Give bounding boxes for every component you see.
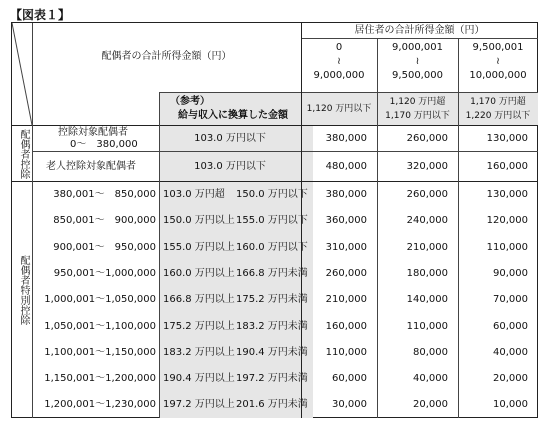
grid-line — [159, 92, 538, 93]
special-row-6-salary-from: 175.2 万円以上 — [163, 320, 235, 332]
special-row-9-range: 1,200,001～1,230,000 — [44, 399, 156, 411]
special-row-3-value-1: 310,000 — [325, 241, 367, 253]
range-2-bottom: 9,500,000 — [392, 70, 443, 81]
special-row-6-value-2: 110,000 — [406, 320, 448, 332]
special-row-1-value-1: 380,000 — [325, 189, 367, 200]
special-row-5-salary-to: 175.2 万円未満 — [236, 294, 308, 306]
salary-threshold-3-line2: 1,220 万円以下 — [465, 111, 531, 121]
special-row-1-salary-to: 150.0 万円以下 — [236, 189, 308, 200]
grid-line — [12, 181, 538, 182]
special-row-8-range: 1,150,001～1,200,000 — [44, 373, 156, 385]
deduction-row-1-label: 控除対象配偶者 — [58, 127, 128, 138]
special-row-6-value-1: 160,000 — [325, 320, 367, 332]
special-row-4-salary-to: 166.8 万円未満 — [236, 267, 308, 279]
grid-line — [377, 38, 378, 418]
grid-line — [12, 125, 538, 126]
spouse-income-header: 配偶者の合計所得金額（円） — [101, 51, 232, 62]
special-row-7-salary-from: 183.2 万円以上 — [163, 346, 235, 358]
special-row-3-range: 900,001～ 950,000 — [53, 241, 156, 253]
special-row-4-range: 950,001～1,000,000 — [53, 267, 156, 279]
special-row-8-value-2: 40,000 — [413, 373, 448, 385]
deduction-row-2-value-2: 320,000 — [406, 161, 448, 172]
salary-note-line2: 給与収入に換算した金額 — [178, 110, 288, 121]
group-label-spouse-deduction: 配偶者控除 — [18, 129, 29, 179]
special-row-4-value-3: 90,000 — [493, 267, 528, 279]
deduction-row-1-salary: 103.0 万円以下 — [194, 133, 266, 144]
special-row-3-value-2: 210,000 — [406, 241, 448, 253]
special-row-2-range: 850,001～ 900,000 — [53, 215, 156, 227]
deduction-row-1-value-3: 130,000 — [486, 133, 528, 144]
special-row-7-value-1: 110,000 — [325, 346, 367, 358]
special-row-7-value-3: 40,000 — [493, 346, 528, 358]
special-row-3-salary-from: 155.0 万円以上 — [163, 241, 235, 253]
group-label-special-deduction: 配偶者特別控除 — [18, 255, 29, 325]
grid-line — [32, 151, 538, 152]
special-row-4-value-2: 180,000 — [406, 267, 448, 279]
special-row-2-value-2: 240,000 — [406, 215, 448, 227]
special-row-2-salary-to: 155.0 万円以下 — [236, 215, 308, 227]
special-row-4-salary-from: 160.0 万円以上 — [163, 267, 235, 279]
special-row-4-value-1: 260,000 — [325, 267, 367, 279]
special-row-5-value-2: 140,000 — [406, 294, 448, 306]
range-2-top: 9,000,001 — [392, 42, 443, 53]
special-row-5-salary-from: 166.8 万円以上 — [163, 294, 235, 306]
resident-income-header: 居住者の合計所得金額（円） — [354, 25, 485, 36]
special-row-1-salary-from: 103.0 万円超 — [163, 189, 225, 200]
special-row-9-value-2: 20,000 — [413, 399, 448, 411]
deduction-row-2-value-3: 160,000 — [486, 161, 528, 172]
special-row-8-value-3: 20,000 — [493, 373, 528, 385]
salary-note-line1: （参考） — [170, 96, 210, 107]
deduction-row-2-value-1: 480,000 — [325, 161, 367, 172]
special-row-6-value-3: 60,000 — [493, 320, 528, 332]
special-row-3-value-3: 110,000 — [486, 241, 528, 253]
salary-threshold-2-line2: 1,170 万円以下 — [385, 111, 450, 121]
special-row-1-range: 380,001～ 850,000 — [53, 189, 156, 200]
special-row-2-value-3: 120,000 — [486, 215, 528, 227]
special-row-1-value-3: 130,000 — [486, 189, 528, 200]
special-row-6-salary-to: 183.2 万円未満 — [236, 320, 308, 332]
deduction-row-1-value-1: 380,000 — [325, 133, 367, 144]
special-row-8-salary-from: 190.4 万円以上 — [163, 373, 235, 385]
special-row-5-value-1: 210,000 — [325, 294, 367, 306]
deduction-row-1-range: 0～ 380,000 — [70, 139, 138, 150]
special-row-7-range: 1,100,001～1,150,000 — [44, 346, 156, 358]
deduction-table — [11, 22, 538, 418]
special-row-2-salary-from: 150.0 万円以上 — [163, 215, 235, 227]
salary-threshold-2-line1: 1,120 万円超 — [389, 97, 446, 107]
range-3-tilde: ≀ — [496, 56, 500, 67]
special-row-6-range: 1,050,001～1,100,000 — [44, 320, 156, 332]
special-row-5-value-3: 70,000 — [493, 294, 528, 306]
special-row-8-value-1: 60,000 — [332, 373, 367, 385]
special-row-2-value-1: 360,000 — [325, 215, 367, 227]
range-1-tilde: ≀ — [337, 56, 341, 67]
special-row-7-value-2: 80,000 — [413, 346, 448, 358]
deduction-row-2-label: 老人控除対象配偶者 — [46, 161, 136, 172]
special-row-5-range: 1,000,001～1,050,000 — [44, 294, 156, 306]
figure-title: 【図表１】 — [10, 8, 71, 22]
special-row-9-value-1: 30,000 — [332, 399, 367, 411]
diagonal-line — [12, 23, 33, 125]
special-row-1-value-2: 260,000 — [406, 189, 448, 200]
special-row-8-salary-to: 197.2 万円未満 — [236, 373, 308, 385]
special-row-9-value-3: 10,000 — [493, 399, 528, 411]
range-1-top: 0 — [335, 42, 343, 53]
special-row-9-salary-from: 197.2 万円以上 — [163, 399, 235, 411]
deduction-row-1-value-2: 260,000 — [406, 133, 448, 144]
range-3-top: 9,500,001 — [472, 42, 524, 53]
special-row-9-salary-to: 201.6 万円未満 — [236, 399, 308, 411]
salary-threshold-3-line1: 1,170 万円超 — [470, 97, 526, 107]
special-row-7-salary-to: 190.4 万円未満 — [236, 346, 308, 358]
range-1-bottom: 9,000,000 — [313, 70, 365, 81]
grid-line — [458, 38, 459, 418]
range-3-bottom: 10,000,000 — [469, 70, 527, 81]
special-row-3-salary-to: 160.0 万円以下 — [236, 241, 308, 253]
salary-threshold-1: 1,120 万円以下 — [306, 104, 372, 114]
range-2-tilde: ≀ — [415, 56, 420, 67]
grid-line — [301, 38, 538, 39]
deduction-row-2-salary: 103.0 万円以下 — [194, 161, 266, 172]
